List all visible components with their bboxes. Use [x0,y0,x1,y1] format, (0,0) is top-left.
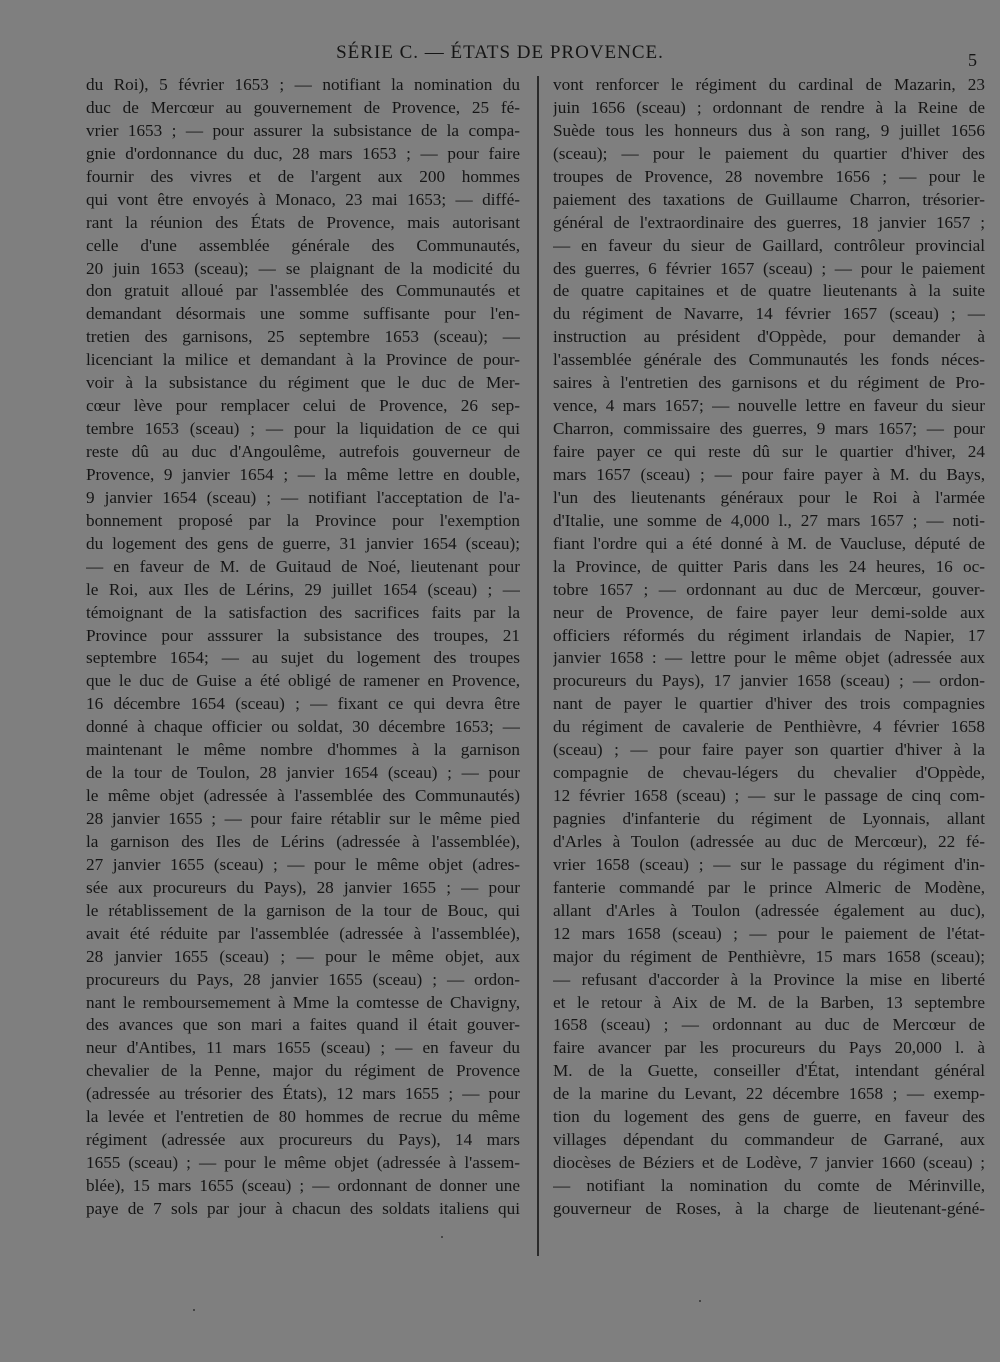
text-line: du régiment de Navarre, 14 février 1657 (sceau) ; — [553,304,985,324]
text-line: blée), 15 mars 1655 (sceau) ; — ordonnant de donner une [86,1176,520,1195]
text-line: la levée et l'entretien de 80 hommes de recrue du même [86,1107,520,1127]
text-line: 16 décembre 1654 (sceau) ; — fixant ce qui devra être [86,694,520,714]
text-line: que le duc de Guise a été obligé de ramener en Provence, [86,671,520,691]
text-line: saires à l'entretien des garnisons et du régiment de Pro- [553,373,985,393]
text-line: 12 mars 1658 (sceau) ; — pour le paiement de l'état- [553,923,985,943]
text-line: des guerres, 6 février 1657 (sceau) ; — pour le paiement [553,258,985,278]
text-line: don gratuit alloué par l'assemblée des Communautés et [86,281,520,301]
text-line: tretien des garnisons, 25 septembre 1653 (sceau); — [86,327,520,347]
text-line: 27 janvier 1655 (sceau) ; — pour le même objet (adres- [86,854,520,874]
text-line: Province pour asssurer la subsistance des troupes, 21 [86,625,520,645]
text-line: — refusant d'accorder à la Province la mise en liberté [553,969,985,989]
text-line: faire avancer par les procureurs du Pays 20,000 l. à [553,1038,985,1058]
text-line: vrier 1658 (sceau) ; — sur le passage du régiment d'in- [553,854,985,874]
text-line: cœur lève pour remplacer celui de Provence, 26 sep- [86,396,520,416]
text-line: fanterie commandé par le prince Almeric de Modène, [553,877,985,897]
text-line: d'Italie, une somme de 4,000 l., 27 mars 1657 ; — noti- [553,510,985,530]
text-line: du logement des gens de guerre, 31 janvier 1654 (sceau); [86,533,520,553]
text-line: de la marine du Levant, 22 décembre 1658 ; — exemp- [553,1084,985,1104]
text-line: 1658 (sceau) ; — ordonnant au duc de Mercœur de [553,1015,985,1035]
text-line: qui vont être envoyés à Monaco, 23 mai 1653; — diffé- [86,189,520,209]
text-line: procureurs du Pays), 17 janvier 1658 (sceau) ; — ordon- [553,671,985,691]
text-line: — en faveur du sieur de Gaillard, contrôleur provincial [553,235,985,255]
text-line: mars 1657 (sceau) ; — pour faire payer à M. du Bays, [553,464,985,484]
text-line: la Province, de quitter Paris dans les 24 heures, 16 oc- [553,556,985,576]
text-line: rant la réunion des États de Provence, mais autorisant [86,212,520,232]
text-line: demandant désormais une somme suffisante pour l'en- [86,304,520,324]
text-line: maintenant le même nombre d'hommes à la garnison [86,740,520,760]
text-line: tembre 1653 (sceau) ; — pour la liquidation de ce qui [86,419,520,439]
text-line: 28 janvier 1655 ; — pour faire rétablir sur le même pied [86,809,520,828]
text-line: voir à la subsistance du régiment que le duc de Mer- [86,373,520,393]
text-line: major du régiment de Penthièvre, 15 mars 1658 (sceau); [553,946,985,966]
text-line: 28 janvier 1655 (sceau) ; — pour le même objet, aux [86,946,520,966]
text-line: paye de 7 sols par jour à chacun des soldats italiens qui [86,1198,520,1218]
text-line: le même objet (adressée à l'assemblée des Communautés) [86,786,520,806]
text-line: général de l'extraordinaire des guerres, 18 janvier 1657 ; [553,212,985,232]
text-line: reste dû au duc d'Angoulême, autrefois gouverneur de [86,442,520,461]
text-line: le rétablissement de la garnison de la tour de Bouc, qui [86,900,520,920]
running-title: SÉRIE C. — ÉTATS DE PROVENCE. [336,42,664,63]
left-text-column [86,74,520,1221]
text-line: paiement des taxations de Guillaume Charron, trésorier- [553,189,985,209]
column-divider [537,76,539,1256]
text-line: officiers réformés du régiment irlandais de Napier, 17 [553,625,985,645]
text-line: neur de Provence, de faire payer leur demi-solde aux [553,602,985,622]
print-speck [193,1309,195,1311]
text-line: pagnies d'infanterie du régiment de Lyonnais, allant [553,809,985,828]
print-speck [699,1300,701,1302]
text-line: vont renforcer le régiment du cardinal de Mazarin, 23 [553,75,985,94]
text-line: Suède tous les honneurs dus à son rang, 9 juillet 1656 [553,120,985,140]
text-line: troupes de Provence, 28 novembre 1656 ; — pour le [553,166,985,186]
text-line: nant de payer le quartier d'hiver des trois compagnies [553,694,985,714]
text-line: janvier 1658 : — lettre pour le même objet (adressée aux [553,648,985,668]
text-line: avait été réduite par l'assemblée (adressée à l'assemblée), [86,923,520,943]
text-line: Charron, commissaire des guerres, 9 mars 1657; — pour [553,419,985,439]
text-line: fiant l'ordre qui a été donné à M. de Vaucluse, député de [553,533,985,553]
text-line: gnie d'ordonnance du duc, 28 mars 1653 ; — pour faire [86,143,520,163]
text-line: compagnie de chevau-légers du chevalier d'Oppède, [553,763,985,783]
text-line: et le retour à Aix de M. de la Barben, 13 septembre [553,992,985,1012]
text-line: duc de Mercœur au gouvernement de Provence, 25 fé- [86,97,520,117]
text-line: neur d'Antibes, 11 mars 1655 (sceau) ; — en faveur du [86,1038,520,1058]
text-line: régiment (adressée aux procureurs du Pays), 14 mars [86,1130,520,1150]
text-line: 20 juin 1653 (sceau); — se plaignant de la modicité du [86,258,520,278]
text-line: Provence, 9 janvier 1654 ; — la même lettre en double, [86,464,520,484]
right-text-column [553,74,985,1221]
text-line: M. de la Guette, conseiller d'État, intendant général [553,1061,985,1081]
text-line: — en faveur de M. de Guitaud de Noé, lieutenant pour [86,556,520,576]
text-line: vrier 1653 ; — pour assurer la subsistance de la compa- [86,120,520,140]
text-line: — notifiant la nomination du comte de Mérinville, [553,1176,985,1195]
text-line: l'assemblée générale des Communautés les fonds néces- [553,350,985,370]
text-line: (adressée au trésorier des États), 12 mars 1655 ; — pour [86,1084,520,1104]
text-line: tobre 1657 ; — ordonnant au duc de Mercœur, gouver- [553,579,985,599]
text-line: la garnison des Iles de Lérins (adressée à l'assemblée), [86,831,520,851]
text-line: des avances que son mari a faites quand il était gouver- [86,1015,520,1035]
text-line: (sceau) ; — pour faire payer son quartier d'hiver à la [553,740,985,760]
text-line: d'Arles à Toulon (adressée au duc de Mercœur), 22 fé- [553,831,985,851]
text-line: du Roi), 5 février 1653 ; — notifiant la nomination du [86,75,520,94]
text-line: juin 1656 (sceau) ; ordonnant de rendre à la Reine de [553,97,985,117]
text-line: donné à chaque officier ou soldat, 30 décembre 1653; — [86,717,520,737]
text-line: chevalier de la Penne, major du régiment de Provence [86,1061,520,1081]
text-line: (sceau); — pour le paiement du quartier d'hiver des [553,143,985,163]
text-line: instruction au président d'Oppède, pour demander à [553,327,985,347]
text-line: vence, 4 mars 1657; — nouvelle lettre en faveur du sieur [553,396,985,416]
text-line: le Roi, aux Iles de Lérins, 29 juillet 1654 (sceau) ; — [86,579,520,599]
text-line: de la tour de Toulon, 28 janvier 1654 (sceau) ; — pour [86,763,520,783]
print-speck [441,1236,443,1238]
text-line: licenciant la milice et demandant à la Province de pour- [86,350,520,370]
text-line: de quatre capitaines et de quatre lieutenants à la suite [553,281,985,301]
text-line: fournir des vivres et de l'argent aux 200 hommes [86,166,520,186]
text-line: 12 février 1658 (sceau) ; — sur le passage de cinq com- [553,786,985,806]
text-line: nant le remboursemement à Mme la comtesse de Chavigny, [86,992,520,1012]
text-line: celle d'une assemblée générale des Communautés, [86,235,520,255]
text-line: villages dépendant du commandeur de Garrané, aux [553,1130,985,1150]
text-line: allant d'Arles à Toulon (adressée également au duc), [553,900,985,920]
text-line: du régiment de cavalerie de Penthièvre, 4 février 1658 [553,717,985,737]
text-line: gouverneur de Roses, à la charge de lieutenant-géné- [553,1198,985,1218]
text-line: tion du logement des gens de guerre, en faveur des [553,1107,985,1127]
text-line: l'un des lieutenants généraux pour le Roi à l'armée [553,487,985,507]
text-line: procureurs du Pays, 28 janvier 1655 (sceau) ; — ordon- [86,969,520,989]
text-line: témoignant de la satisfaction des sacrifices faits par la [86,602,520,622]
text-line: bonnement proposé par la Province pour l'exemption [86,510,520,530]
text-line: 1655 (sceau) ; — pour le même objet (adressée à l'assem- [86,1153,520,1173]
text-line: septembre 1654; — au sujet du logement des troupes [86,648,520,668]
text-line: faire payer ce qui reste dû sur le quartier d'hiver, 24 [553,442,985,461]
text-line: 9 janvier 1654 (sceau) ; — notifiant l'acceptation de l'a- [86,487,520,507]
text-line: diocèses de Béziers et de Lodève, 7 janvier 1660 (sceau) ; [553,1153,985,1173]
page-number: 5 [968,50,977,70]
text-line: sée aux procureurs du Pays), 28 janvier 1655 ; — pour [86,877,520,897]
